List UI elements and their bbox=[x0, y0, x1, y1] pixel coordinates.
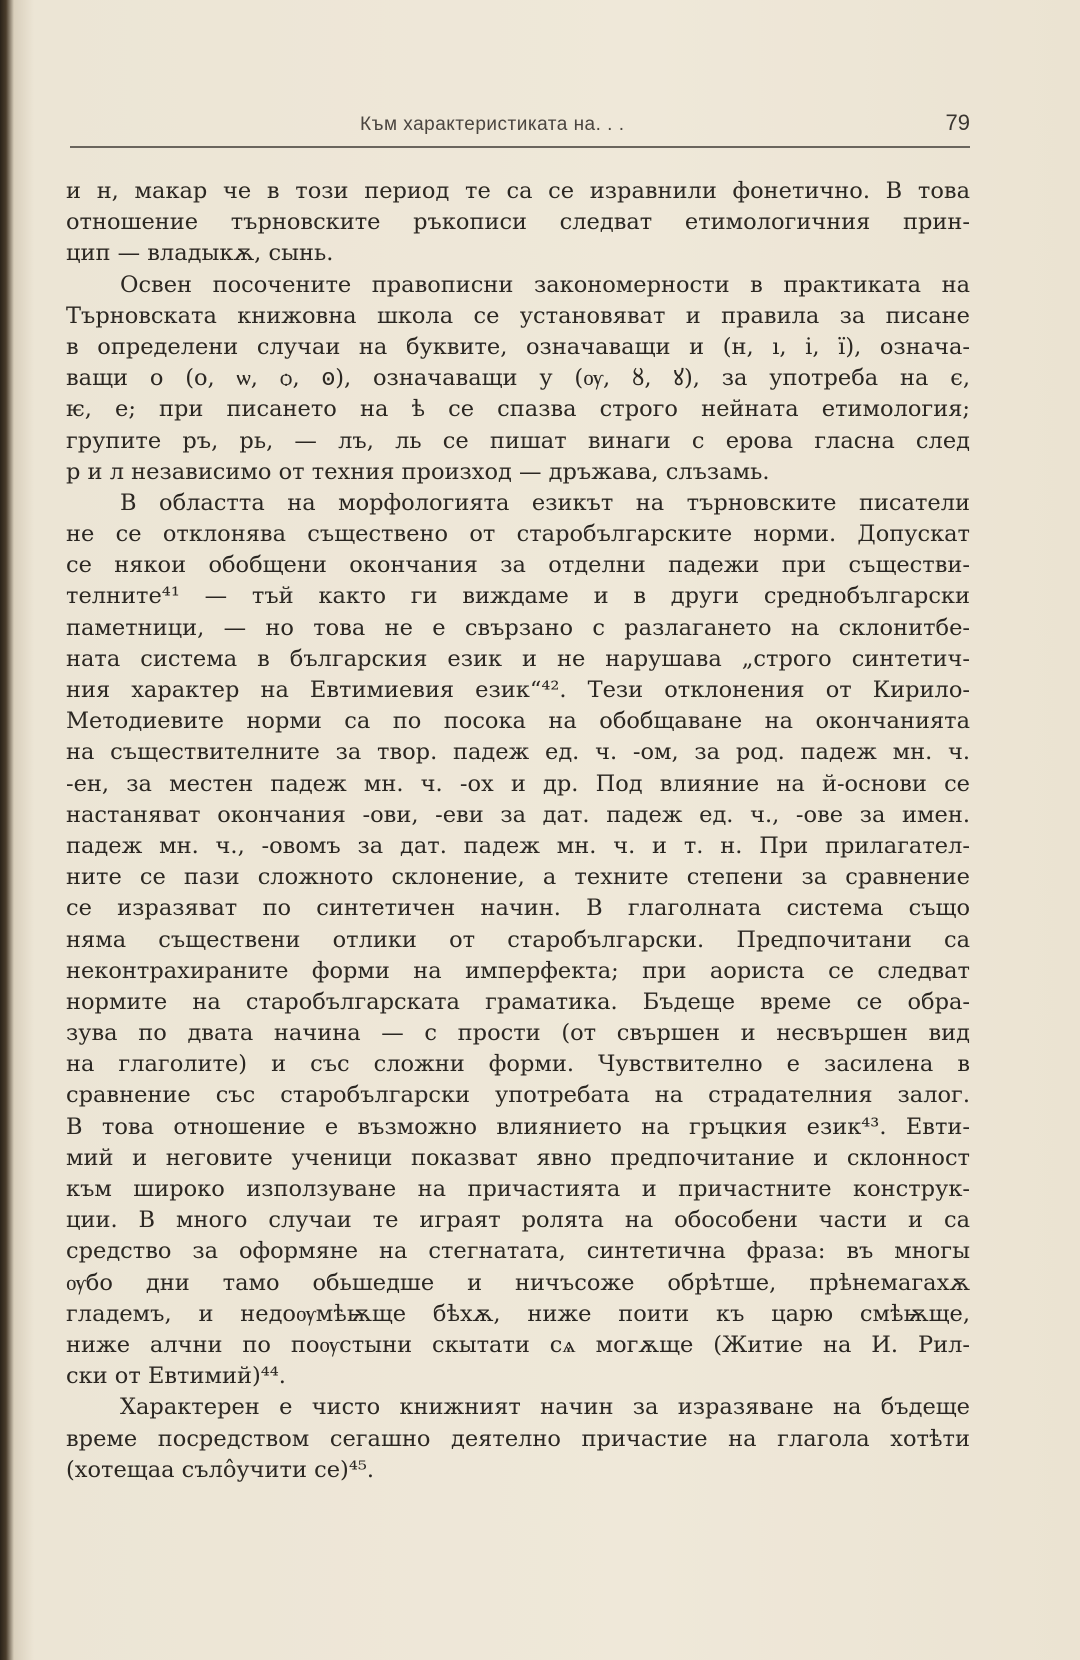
text-line: Търновската книжовна школа се установяват и правила за писане bbox=[66, 302, 970, 329]
page-number: 79 bbox=[945, 110, 970, 135]
text-line: на съществителните за твор. падеж ед. ч. -ом, за род. падеж мн. ч. bbox=[66, 739, 970, 766]
text-line: се някои обобщени окончания за отделни падежи при съществи- bbox=[66, 552, 970, 579]
text-line: ниже алчни по поѹстыни скытати сѧ могѫще (Житие на И. Рил- bbox=[66, 1331, 970, 1358]
text-line: и н, макар че в този период те са се изравнили фонетично. В това bbox=[66, 178, 970, 204]
text-line: цип — владыкѫ, сынь. bbox=[66, 240, 334, 267]
text-line: не се отклонява съществено от старобългарските норми. Допускат bbox=[66, 521, 970, 548]
text-line: В това отношение е възможно влиянието на гръцкия език⁴³. Евти- bbox=[66, 1113, 970, 1140]
running-head: Към характеристиката на. . . bbox=[360, 114, 625, 135]
text-line: групите ръ, рь, — лъ, ль се пишат винаги с ерова гласна след bbox=[66, 427, 970, 454]
text-line: телните⁴¹ — тъй както ги виждаме и в други среднобългарски bbox=[66, 583, 970, 610]
text-line: в определени случаи на буквите, означаващи и (н, ı, і, ї), означа- bbox=[66, 333, 970, 360]
text-line: В областта на морфологията езикът на търновските писатели bbox=[120, 489, 970, 516]
text-line: няма съществени отлики от старобългарски. Предпочитани са bbox=[66, 926, 970, 953]
page-header bbox=[70, 108, 970, 142]
text-line: зува по двата начина — с прости (от свършен и несвършен вид bbox=[66, 1020, 970, 1047]
text-line: на глаголите) и със сложни форми. Чувствително е засилена в bbox=[66, 1051, 970, 1078]
text-line: мий и неговите ученици показват явно предпочитание и склонност bbox=[66, 1144, 970, 1171]
text-line: паметници, — но това не е свързано с разлагането на склонитбе- bbox=[66, 614, 970, 641]
body-text bbox=[66, 176, 970, 1486]
text-line: р и л независимо от техния произход — дръжава, слъзамь. bbox=[66, 458, 770, 485]
text-line: време посредством сегашно деятелно причастие на глагола хотѣти bbox=[66, 1425, 970, 1452]
text-line: ѹбо дни тамо обьшедше и ничъсоже обрѣтше, прѣнемагахѫ bbox=[66, 1269, 970, 1296]
text-line: -ен, за местен падеж мн. ч. -ох и др. Под влияние на й-основи се bbox=[66, 770, 970, 797]
text-line: неконтрахираните форми на имперфекта; при аориста се следват bbox=[66, 957, 970, 984]
text-line: Освен посочените правописни закономерности в практиката на bbox=[120, 271, 970, 298]
text-line: нормите на старобългарската граматика. Бъдеще време се обра- bbox=[66, 988, 970, 1015]
text-line: ции. В много случаи те играят ролята на обособени части и са bbox=[66, 1207, 970, 1234]
text-line: ващи о (о, ѡ, ѻ, ꙩ), означаващи у (ѹ, ȣ, ꙋ), за употреба на є, bbox=[66, 365, 970, 392]
text-line: ните се пази сложното склонение, а техните степени за сравнение bbox=[66, 864, 970, 891]
text-line: ѥ, е; при писането на ѣ се спазва строго нейната етимология; bbox=[66, 396, 970, 423]
text-line: към широко използуване на причастията и причастните конструк- bbox=[66, 1176, 970, 1202]
text-line: ната система в българския език и не нарушава „строго синтетич- bbox=[66, 645, 970, 672]
text-line: отношение търновските ръкописи следват етимологичния прин- bbox=[66, 209, 970, 236]
text-line: ния характер на Евтимиевия език“⁴². Тези отклонения от Кирило- bbox=[66, 677, 970, 703]
text-line: Методиевите норми са по посока на обобщаване на окончанията bbox=[66, 708, 970, 735]
text-line: се изразяват по синтетичен начин. В глаголната система също bbox=[66, 895, 970, 922]
text-line: (хотещаа съло̂учити се)⁴⁵. bbox=[66, 1456, 375, 1483]
text-line: настаняват окончания -ови, -еви за дат. падеж ед. ч., -ове за имен. bbox=[66, 801, 970, 828]
text-line: гладемъ, и недоѹмѣѭще бѣхѫ, ниже поити къ царю смѣѭще, bbox=[66, 1300, 970, 1327]
text-line: сравнение със старобългарски употребата на страдателния залог. bbox=[66, 1082, 970, 1109]
text-line: средство за оформяне на стегнатата, синтетична фраза: въ многы bbox=[66, 1238, 970, 1265]
text-line: Характерен е чисто книжният начин за изразяване на бъдеще bbox=[120, 1394, 970, 1421]
text-line: падеж мн. ч., -овомъ за дат. падеж мн. ч. и т. н. При прилагател- bbox=[66, 832, 970, 859]
header-rule bbox=[70, 146, 970, 148]
text-line: ски от Евтимий)⁴⁴. bbox=[66, 1363, 286, 1390]
